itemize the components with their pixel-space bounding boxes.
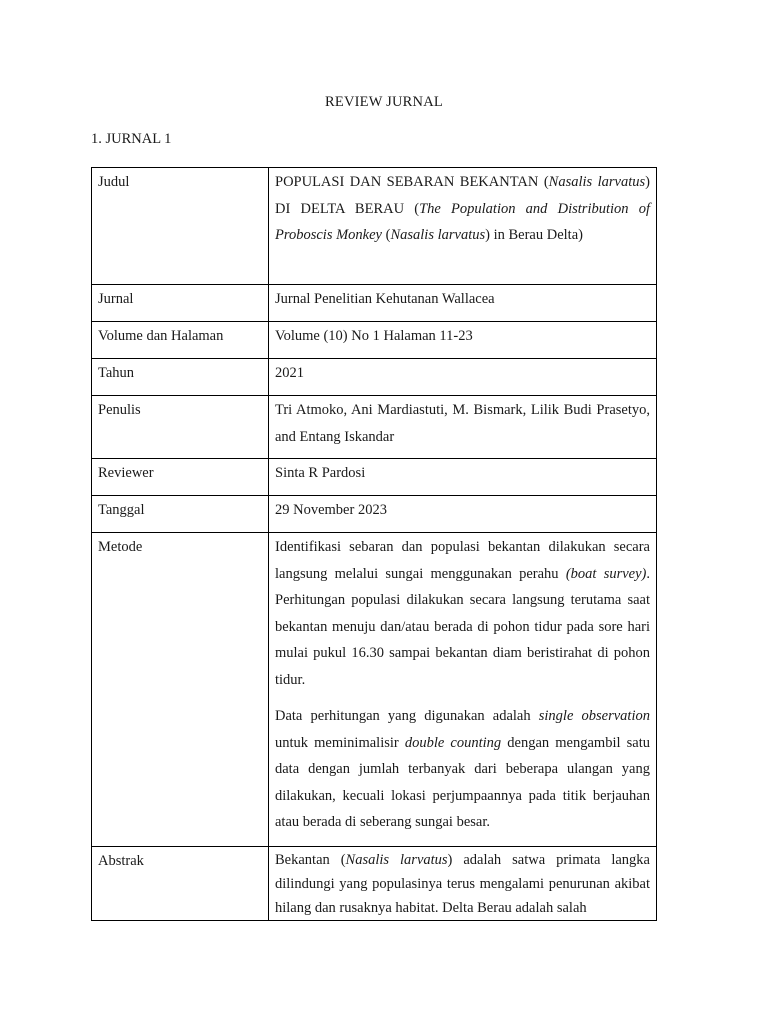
value-penulis: Tri Atmoko, Ani Mardiastuti, M. Bismark, Lilik Budi Prasetyo, and Entang Iskandar	[269, 396, 657, 459]
table-row-judul	[92, 168, 657, 285]
section-heading: 1. JURNAL 1	[91, 131, 172, 147]
metode-text-1a: Identifikasi sebaran dan populasi bekantan dilakukan secara langsung melalui sungai menggunakan perahu	[275, 539, 650, 582]
review-table	[91, 167, 657, 921]
metode-text-2d: double counting	[404, 734, 502, 751]
judul-text-4: The Population and Distribution of Proboscis Monkey	[275, 200, 651, 243]
value-abstrak	[269, 847, 657, 921]
abstrak-text-c: ) adalah satwa primata langka dilindungi yang populasinya terus mengalami penurunan akibat hilang dan rusaknya habitat. Delta Berau adalah salah	[275, 852, 650, 916]
metode-text-2b: single observation	[538, 708, 650, 724]
label-tahun: Tahun	[92, 359, 269, 396]
label-metode: Metode	[92, 533, 269, 847]
metode-paragraph-2	[275, 703, 650, 836]
label-volume: Volume dan Halaman	[92, 322, 269, 359]
abstrak-text-b: Nasalis larvatus	[345, 852, 448, 868]
table-row-volume	[92, 322, 657, 359]
value-tahun: 2021	[269, 359, 657, 396]
judul-text-5: (	[381, 227, 391, 243]
table-row-tanggal	[92, 496, 657, 533]
label-tanggal: Tanggal	[92, 496, 269, 533]
metode-text-2e: dengan mengambil satu data dengan jumlah terbanyak dari beberapa ulangan yang dilakukan, kecuali lokasi perjumpaannya pada titik berjauhan atau berada di seberang sungai besar.	[275, 734, 650, 830]
judul-text-6: Nasalis larvatus	[390, 227, 486, 243]
value-metode	[269, 533, 657, 847]
table-row-reviewer	[92, 459, 657, 496]
value-volume: Volume (10) No 1 Halaman 11-23	[269, 322, 657, 359]
table-row-metode	[92, 533, 657, 847]
metode-text-2a: Data perhitungan yang digunakan adalah	[275, 708, 539, 724]
value-tanggal: 29 November 2023	[269, 496, 657, 533]
value-reviewer: Sinta R Pardosi	[269, 459, 657, 496]
judul-text-3: ) DI DELTA BERAU (	[275, 174, 651, 217]
abstrak-text-a: Bekantan (	[275, 852, 346, 868]
document-title: REVIEW JURNAL	[325, 94, 443, 110]
label-abstrak: Abstrak	[92, 847, 269, 921]
metode-text-2c: untuk meminimalisir	[275, 734, 405, 751]
label-jurnal: Jurnal	[92, 285, 269, 322]
value-judul	[269, 168, 657, 285]
table-row-jurnal	[92, 285, 657, 322]
label-reviewer: Reviewer	[92, 459, 269, 496]
table-row-penulis	[92, 396, 657, 459]
metode-text-1b: (boat survey)	[565, 565, 647, 582]
table-row-tahun	[92, 359, 657, 396]
judul-text-2: Nasalis larvatus	[548, 174, 646, 190]
table-row-abstrak	[92, 847, 657, 921]
value-jurnal: Jurnal Penelitian Kehutanan Wallacea	[269, 285, 657, 322]
judul-text-7: ) in Berau Delta)	[485, 227, 583, 243]
judul-text-1: POPULASI DAN SEBARAN BEKANTAN (	[275, 174, 549, 190]
metode-paragraph-1	[275, 534, 650, 693]
label-judul: Judul	[92, 168, 269, 285]
label-penulis: Penulis	[92, 396, 269, 459]
metode-text-1c: . Perhitungan populasi dilakukan secara langsung terutama saat bekantan menuju dan/atau berada di pohon tidur pada sore hari mulai pukul 16.30 sampai bekantan diam beristirahat di pohon tidur.	[275, 565, 650, 688]
